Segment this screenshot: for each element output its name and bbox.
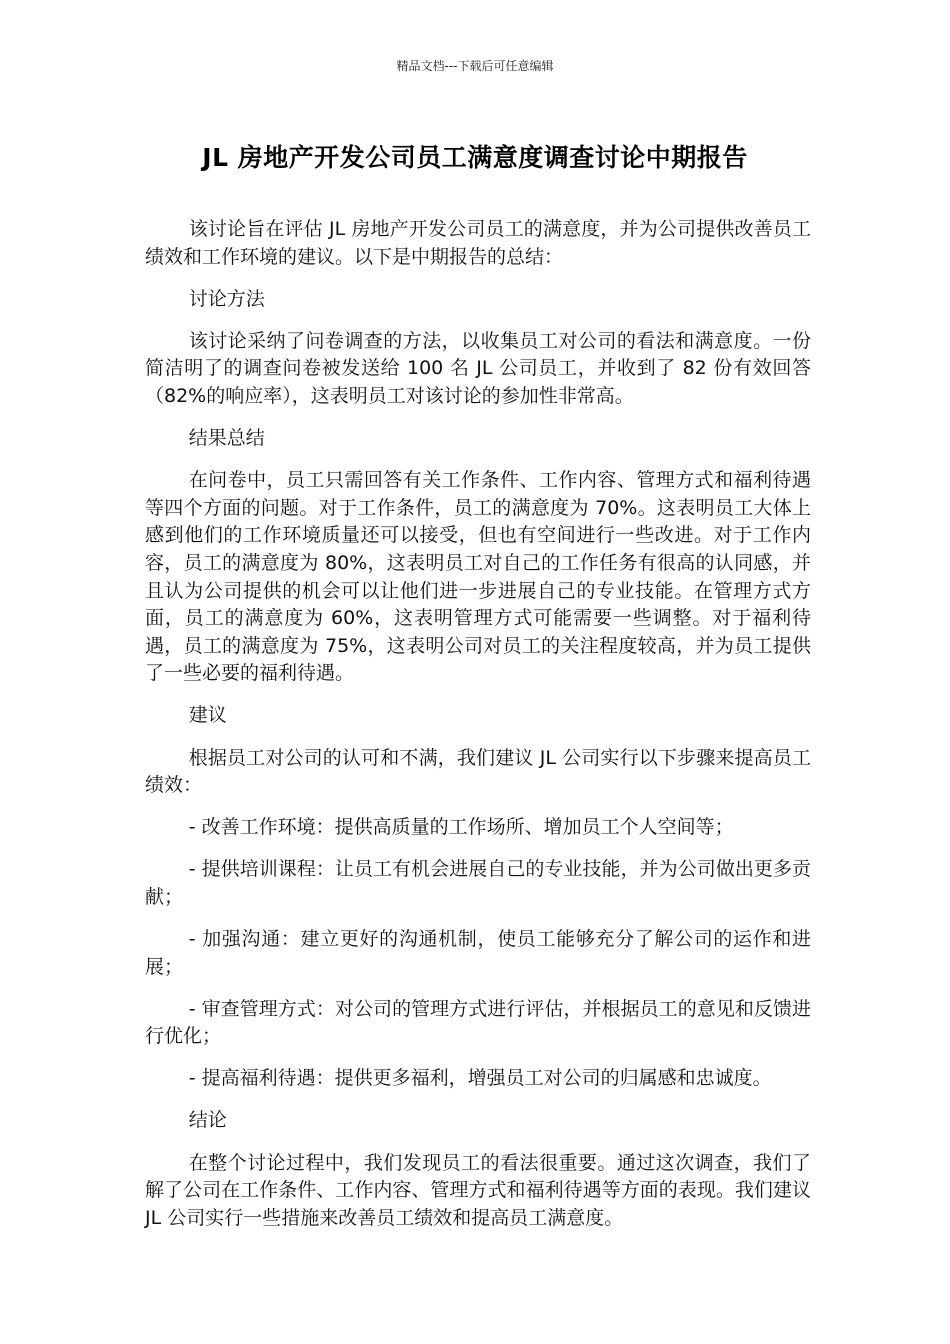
methods-paragraph: 该讨论采纳了问卷调查的方法，以收集员工对公司的看法和满意度。一份简洁明了的调查问卷被发送给 100 名 JL 公司员工，并收到了 82 份有效回答（82%的响应率），这表明员工对该讨论的参加性非常高。	[145, 329, 811, 407]
section-heading-methods: 讨论方法	[188, 287, 265, 310]
document-body	[145, 216, 811, 1247]
recommendation-item: - 提高福利待遇：提供更多福利，增强员工对公司的归属感和忠诚度。	[188, 1067, 772, 1090]
section-heading-results: 结果总结	[188, 427, 265, 450]
recommendation-item: - 审查管理方式：对公司的管理方式进行评估，并根据员工的意见和反馈进行优化；	[145, 997, 811, 1048]
results-paragraph: 在问卷中，员工只需回答有关工作条件、工作内容、管理方式和福利待遇等四个方面的问题。对于工作条件，员工的满意度为 70%。这表明员工大体上感到他们的工作环境质量还可以接受，但也有空间进行一些改进。对于工作内容，员工的满意度为 80%，这表明员工对自己的工作任务有很高的认同感，并且认为公司提供的机会可以让他们进一步进展自己的专业技能。在管理方式方面，员工的满意度为 60%，这表明管理方式可能需要一些调整。对于福利待遇，员工的满意度为 75%，这表明公司对员工的关注程度较高，并为员工提供了一些必要的福利待遇。	[145, 469, 811, 685]
recommendations-intro: 根据员工对公司的认可和不满，我们建议 JL 公司实行以下步骤来提高员工绩效：	[145, 746, 811, 797]
intro-paragraph: 该讨论旨在评估 JL 房地产开发公司员工的满意度，并为公司提供改善员工绩效和工作环境的建议。以下是中期报告的总结：	[145, 218, 811, 268]
recommendation-item: - 加强沟通：建立更好的沟通机制，使员工能够充分了解公司的运作和进展；	[145, 927, 811, 978]
recommendation-item: - 改善工作环境：提供高质量的工作场所、增加员工个人空间等；	[188, 816, 734, 839]
section-heading-recommendations: 建议	[188, 704, 227, 727]
section-heading-conclusion: 结论	[188, 1109, 227, 1132]
document-title: JL 房地产开发公司员工满意度调查讨论中期报告	[202, 143, 748, 172]
recommendation-item: - 提供培训课程：让员工有机会进展自己的专业技能，并为公司做出更多贡献；	[145, 858, 811, 908]
header-note: 精品文档---下载后可任意编辑	[396, 59, 554, 73]
conclusion-paragraph: 在整个讨论过程中，我们发现员工的看法很重要。通过这次调查，我们了解了公司在工作条件、工作内容、管理方式和福利待遇等方面的表现。我们建议 JL 公司实行一些措施来改善员工绩效和提高员工满意度。	[145, 1151, 811, 1229]
